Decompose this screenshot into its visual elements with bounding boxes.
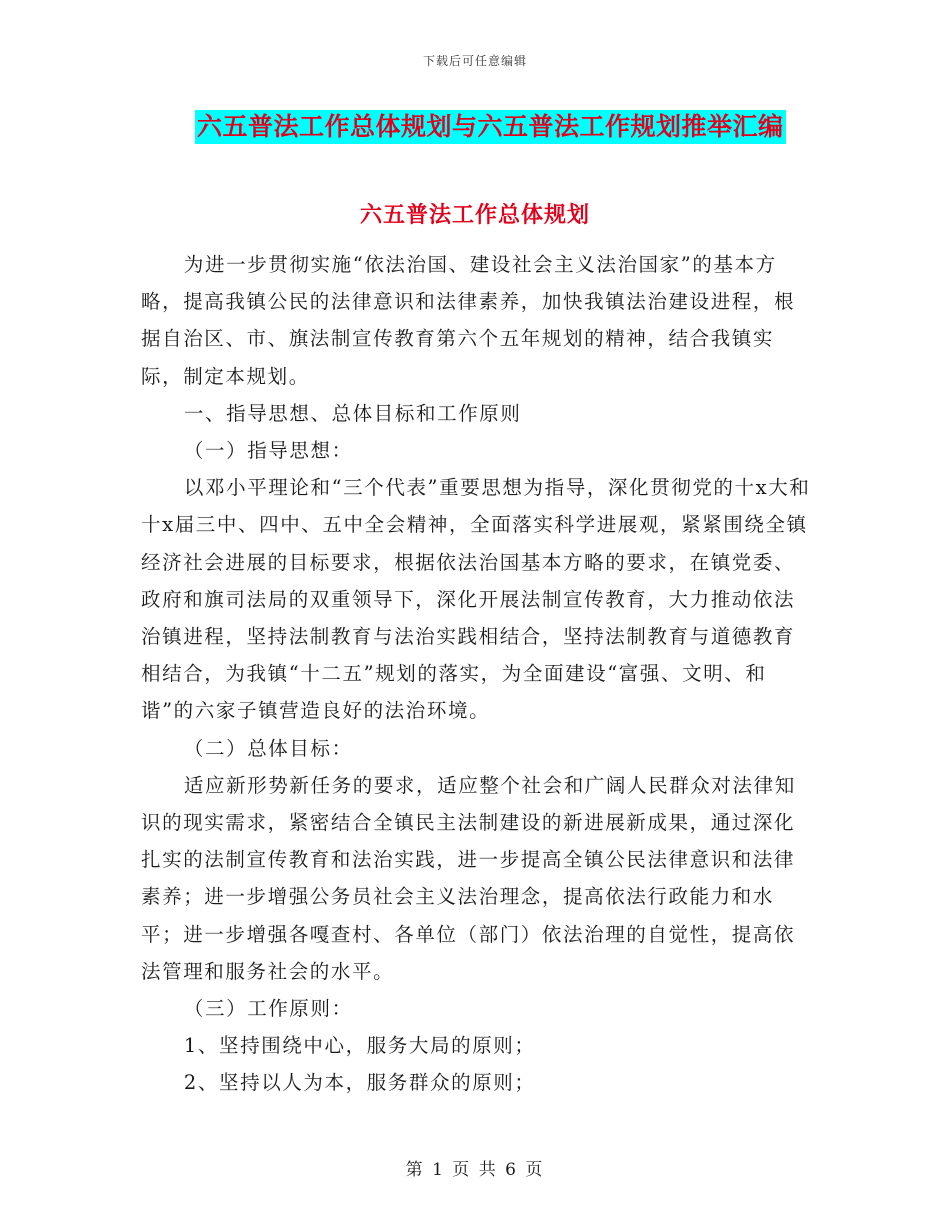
header-note: 下载后可任意编辑 [422,54,527,68]
subsection3-heading: （三）工作原则： [183,997,353,1021]
section1-heading: 一、指导思想、总体目标和工作原则 [183,401,522,425]
guiding-ideology-paragraph: 以邓小平理论和“三个代表”重要思想为指导，深化贯彻党的十x大和十x届三中、四中、五中全会精神，全面落实科学进展观，紧紧围绕全镇经济社会进展的目标要求，根据依法治国基本方略的要求，在镇党委、政府和旗司法局的双重领导下，深化开展法制宣传教育，大力推动依法治镇进程，坚持法制教育与法治实践相结合，坚持法制教育与道德教育相结合，为我镇“十二五”规划的落实，为全面建设“富强、文明、和谐”的六家子镇营造良好的法治环境。 [141,476,811,723]
principle-item-2: 2、坚持以人为本，服务群众的原则； [183,1071,536,1095]
main-title: 六五普法工作总体规划与六五普法工作规划推举汇编 [195,110,786,144]
page-number-footer: 第 1 页 共 6 页 [405,1160,545,1180]
body-text [141,246,811,1102]
principle-item-1: 1、坚持围绕中心，服务大局的原则； [183,1034,536,1058]
main-title-wrap [195,110,786,144]
subsection1-heading: （一）指导思想： [183,439,353,463]
section-title: 六五普法工作总体规划 [359,202,590,228]
subsection2-heading: （二）总体目标： [183,736,353,760]
overall-goal-paragraph: 适应新形势新任务的要求，适应整个社会和广阔人民群众对法律知识的现实需求，紧密结合全镇民主法制建设的新进展新成果，通过深化扎实的法制宣传教育和法治实践，进一步提高全镇公民法律意识和法律素养；进一步增强公务员社会主义法治理念，提高依法行政能力和水平；进一步增强各嘎查村、各单位（部门）依法治理的自觉性，提高依法管理和服务社会的水平。 [141,773,796,983]
intro-paragraph: 为进一步贯彻实施“依法治国、建设社会主义法治国家”的基本方略，提高我镇公民的法律意识和法律素养，加快我镇法治建设进程，根据自治区、市、旗法制宣传教育第六个五年规划的精神，结合我镇实际，制定本规划。 [141,253,796,388]
